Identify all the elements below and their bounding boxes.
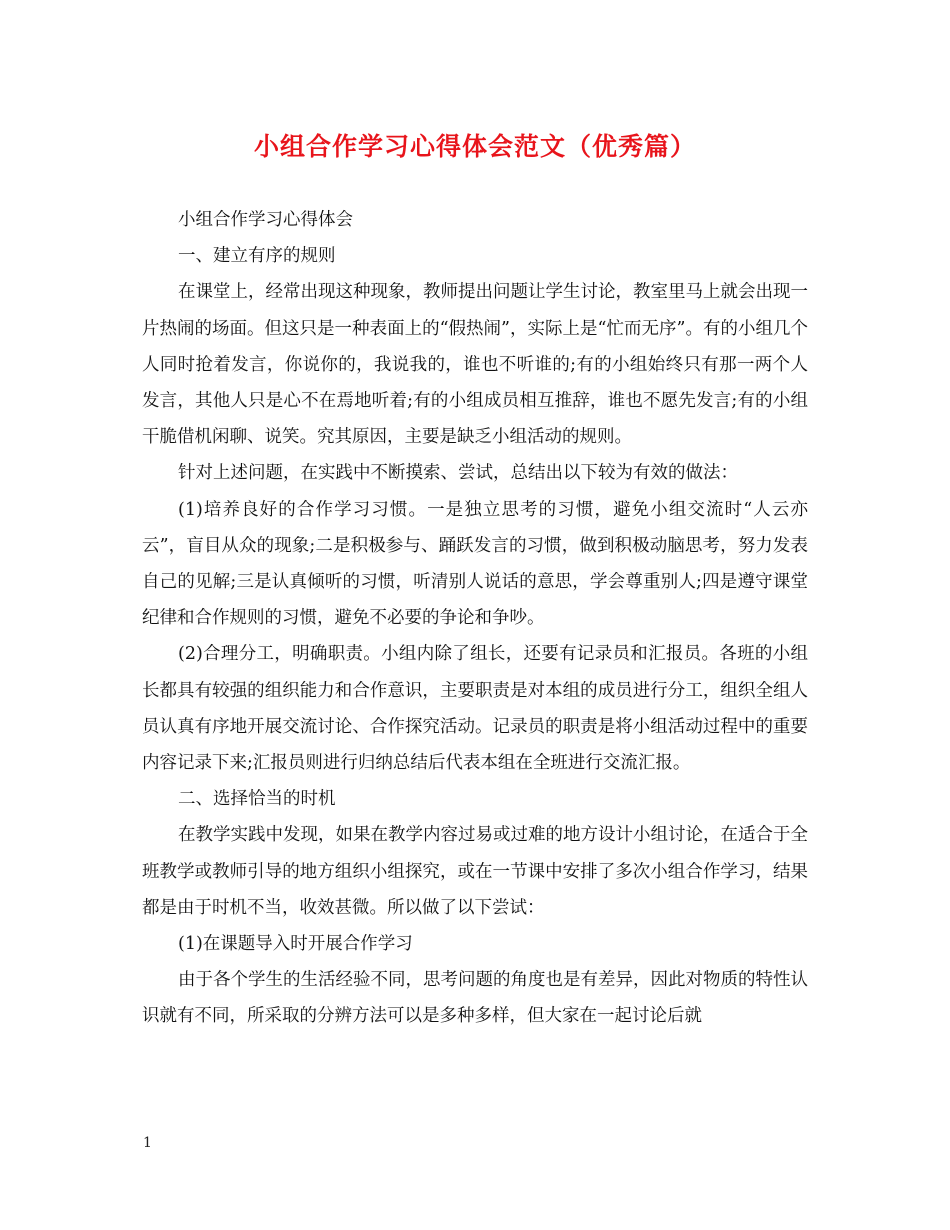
paragraph: (2)合理分工，明确职责。小组内除了组长，还要有记录员和汇报员。各班的小组长都具有较强的组织能力和合作意识，主要职责是对本组的成员进行分工，组织全组人员认真有序地开展交流讨论、合作探究活动。记录员的职责是将小组活动过程中的重要内容记录下来;汇报员则进行归纳总结后代表本组在全班进行交流汇报。 [142, 644, 808, 774]
section-heading-1: 一、建立有序的规则 [178, 246, 336, 267]
paragraph: (1)培养良好的合作学习习惯。一是独立思考的习惯，避免小组交流时“人云亦云”，盲目从众的现象;二是积极参与、踊跃发言的习惯，做到积极动脑思考，努力发表自己的见解;三是认真倾听的习惯，听清别人说话的意思，学会尊重别人;四是遵守课堂纪律和合作规则的习惯，避免不必要的争论和争吵。 [142, 499, 808, 629]
paragraph-subtitle: 小组合作学习心得体会 [178, 210, 353, 230]
sub-heading: (1)在课题导入时开展合作学习 [178, 934, 413, 955]
document-title: 小组合作学习心得体会范文（优秀篇） [253, 132, 696, 161]
paragraph: 针对上述问题，在实践中不断摸索、尝试，总结出以下较为有效的做法： [178, 463, 738, 484]
document-body [142, 202, 808, 1035]
section-heading-2: 二、选择恰当的时机 [178, 789, 336, 810]
paragraph: 在课堂上，经常出现这种现象，教师提出问题让学生讨论，教室里马上就会出现一片热闹的场面。但这只是一种表面上的“假热闹”，实际上是“忙而无序”。有的小组几个人同时抢着发言，你说你的，我说我的，谁也不听谁的;有的小组始终只有那一两个人发言，其他人只是心不在焉地听着;有的小组成员相互推辞，谁也不愿先发言;有的小组干脆借机闲聊、说笑。究其原因，主要是缺乏小组活动的规则。 [142, 282, 808, 448]
paragraph: 由于各个学生的生活经验不同，思考问题的角度也是有差异，因此对物质的特性认识就有不同，所采取的分辨方法可以是多种多样，但大家在一起讨论后就 [142, 970, 808, 1027]
page-number: 1 [143, 1135, 152, 1151]
paragraph: 在教学实践中发现，如果在教学内容过易或过难的地方设计小组讨论，在适合于全班教学或教师引导的地方组织小组探究，或在一节课中安排了多次小组合作学习，结果都是由于时机不当，收效甚微。所以做了以下尝试： [142, 825, 808, 918]
